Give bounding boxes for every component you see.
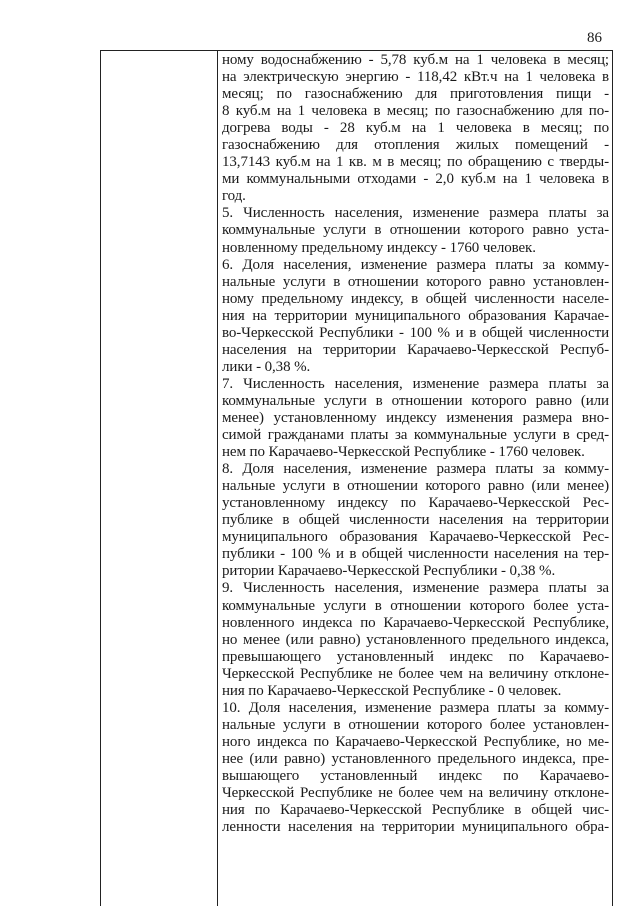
text-line: населения на территории Карачаево-Черкесской Респуб- xyxy=(222,341,609,358)
text-line: 5. Численность населения, изменение размера платы за xyxy=(222,205,609,222)
text-line: нальные услуги в отношении которого равно (или менее) xyxy=(222,478,609,495)
text-line: ному водоснабжению - 5,78 куб.м на 1 человека в месяц; xyxy=(222,52,609,68)
text-line: новленного индекса по Карачаево-Черкесской Республике, xyxy=(222,614,609,631)
text-line: лики - 0,38 %. xyxy=(222,358,311,375)
text-line: 8 куб.м на 1 человека в месяц; по газоснабжению для по- xyxy=(222,103,609,120)
text-line: менее) установленному индексу изменения размера вно- xyxy=(222,409,609,426)
text-line: 6. Доля населения, изменение размера платы за комму- xyxy=(222,256,609,273)
text-line: нем по Карачаево-Черкесской Республике - 1760 человек. xyxy=(222,444,585,461)
text-line: ленности населения на территории муниципального обра- xyxy=(222,819,609,836)
text-line: ритории Карачаево-Черкесской Республики - 0,38 %. xyxy=(222,563,556,580)
text-line: ния по Карачаево-Черкесской Республике - 0 человек. xyxy=(222,682,562,699)
text-line: нальные услуги в отношении которого равно установлен- xyxy=(222,273,609,290)
text-line: месяц; по газоснабжению для приготовления пищи - xyxy=(222,86,609,103)
text-line: ному предельному индексу, в общей численности населе- xyxy=(222,290,609,307)
text-line: год. xyxy=(222,188,246,205)
text-line: догрева воды - 28 куб.м на 1 человека в месяц; по xyxy=(222,120,609,137)
table-text-cell xyxy=(222,52,609,836)
text-line: на электрическую энергию - 118,42 кВт.ч на 1 человека в xyxy=(222,69,609,86)
text-line: ми коммунальными отходами - 2,0 куб.м на 1 человека в xyxy=(222,171,609,188)
text-line: установленному индексу по Карачаево-Черкесской Рес- xyxy=(222,495,609,512)
text-line: нее (или равно) установленного предельного индекса, пре- xyxy=(222,750,609,767)
text-line: муниципального образования Карачаево-Черкесской Рес- xyxy=(222,529,609,546)
text-line: 7. Численность населения, изменение размера платы за xyxy=(222,375,609,392)
text-line: но менее (или равно) установленного предельного индекса, xyxy=(222,631,609,648)
text-line: новленному предельному индексу - 1760 человек. xyxy=(222,239,536,256)
table-column-divider xyxy=(217,51,218,906)
text-line: нальные услуги в отношении которого более установлен- xyxy=(222,716,609,733)
text-line: публике в общей численности населения на территории xyxy=(222,512,609,529)
text-line: 8. Доля населения, изменение размера платы за комму- xyxy=(222,461,609,478)
table-left-border xyxy=(100,51,101,906)
text-line: во-Черкесской Республики - 100 % и в общей численности xyxy=(222,324,609,341)
text-line: вышающего установленный индекс по Карачаево- xyxy=(222,767,609,784)
table-right-border xyxy=(612,51,613,906)
text-line: ния на территории муниципального образования Карачае- xyxy=(222,307,609,324)
text-line: газоснабжению для отопления жилых помещений - xyxy=(222,137,609,154)
page-number: 86 xyxy=(587,30,602,46)
text-line: коммунальные услуги в отношении которого более уста- xyxy=(222,597,609,614)
text-line: 9. Численность населения, изменение размера платы за xyxy=(222,580,609,597)
text-line: коммунальные услуги в отношении которого равно уста- xyxy=(222,222,609,239)
text-line: ния по Карачаево-Черкесской Республике в общей чис- xyxy=(222,802,609,819)
text-line: Черкесской Республике не более чем на величину отклоне- xyxy=(222,785,609,802)
text-line: публики - 100 % и в общей численности населения на тер- xyxy=(222,546,609,563)
text-line: 10. Доля населения, изменение размера платы за комму- xyxy=(222,699,609,716)
text-line: Черкесской Республике не более чем на величину отклоне- xyxy=(222,665,609,682)
text-line: 13,7143 куб.м на 1 кв. м в месяц; по обращению с тверды- xyxy=(222,154,609,171)
text-line: симой гражданами платы за коммунальные услуги в сред- xyxy=(222,427,609,444)
text-line: ного индекса по Карачаево-Черкесской Республике, но ме- xyxy=(222,733,609,750)
text-line: превышающего установленный индекс по Карачаево- xyxy=(222,648,609,665)
text-line: коммунальные услуги в отношении которого равно (или xyxy=(222,392,609,409)
